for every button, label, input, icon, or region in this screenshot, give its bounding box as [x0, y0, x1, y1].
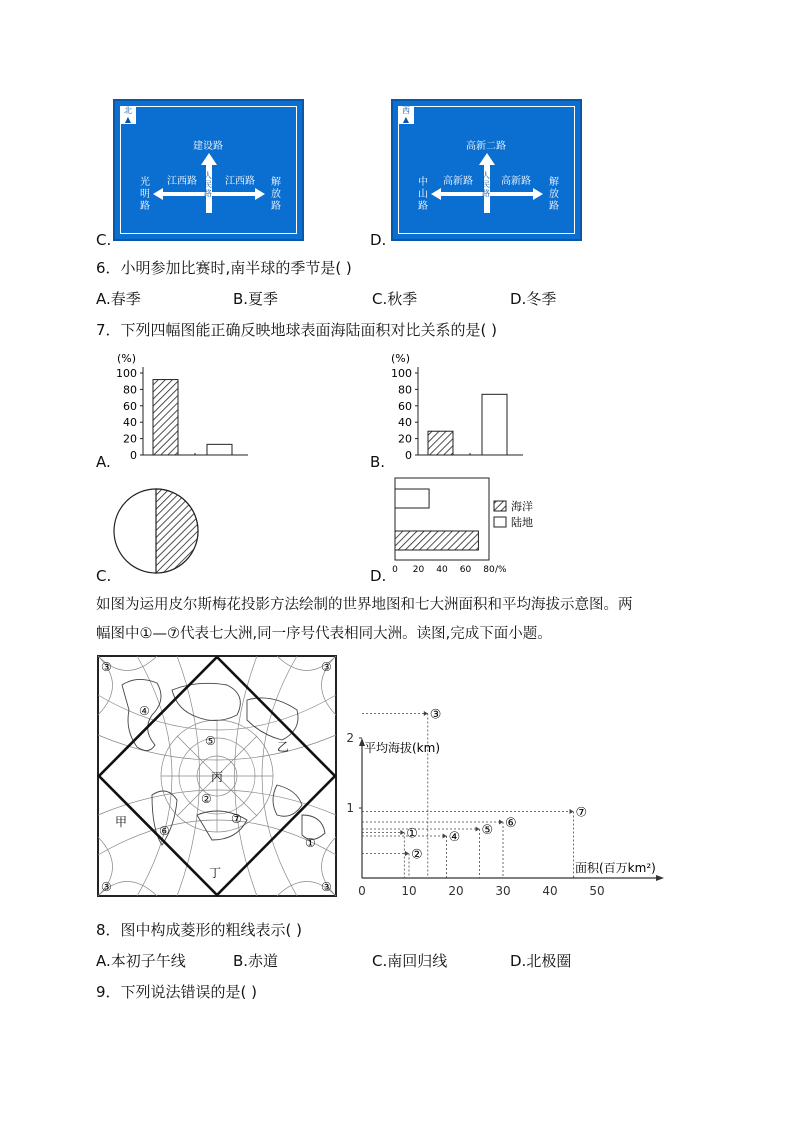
q8-option-d: D.北极圈 — [510, 952, 572, 970]
y-tick-label: 80 — [398, 383, 412, 397]
y-tick-label: 80 — [123, 383, 137, 397]
left-inner-road-label: 江西路 — [167, 176, 197, 187]
map-label-6: ⑥ — [159, 824, 170, 838]
pie-ocean-slice — [156, 489, 198, 573]
chart-b — [391, 367, 523, 462]
y-tick-label: 40 — [398, 416, 412, 430]
point-label: ② — [411, 847, 423, 863]
bar-land — [207, 444, 232, 455]
y-tick-label: 1 — [346, 801, 354, 815]
left-inner-road-label: 高新路 — [443, 176, 473, 187]
y-tick-label: 2 — [346, 731, 354, 745]
option-d-label: D. — [370, 231, 387, 249]
x-axis-label: 面积(百万km²) — [575, 861, 656, 875]
x-tick-label: 60 — [459, 565, 472, 575]
x-tick-label: 20 — [448, 884, 464, 898]
left-vertical-road-label: 光明路 — [140, 177, 150, 212]
point-label: ⑥ — [505, 816, 517, 831]
x-tick-label: 0 — [358, 884, 366, 898]
point-arrow — [476, 827, 480, 832]
q7-option-c: C. — [96, 567, 112, 585]
map-label-7: ⑦ — [231, 812, 242, 826]
q8-option-b: B.赤道 — [233, 952, 279, 970]
center-road-label: 人民路 — [482, 171, 490, 198]
passage-line-2: 幅图中①—⑦代表七大洲,同一序号代表相同大洲。读图,完成下面小题。 — [96, 626, 552, 642]
bar-land — [482, 394, 507, 455]
y-axis-label: 平均海拔(km) — [364, 741, 441, 755]
peirce-quincuncial-map — [97, 655, 337, 897]
map-corner-3-br: ③ — [321, 880, 332, 894]
bar-ocean — [428, 431, 453, 455]
y-tick-label: 100 — [116, 367, 137, 380]
y-tick-label: 0 — [405, 449, 412, 462]
right-inner-road-label: 高新路 — [501, 176, 531, 187]
x-tick-label: 40 — [436, 565, 448, 575]
q7-option-a: A. — [96, 453, 111, 471]
hbar-ocean — [395, 531, 478, 550]
point-label: ① — [406, 826, 418, 842]
point-label: ③ — [429, 707, 442, 723]
y-tick-label: 0 — [130, 449, 137, 462]
x-axis-unit: /% — [495, 565, 507, 575]
x-tick-label: 50 — [589, 884, 605, 898]
y-tick-label: 20 — [123, 432, 137, 446]
legend-land-label: 陆地 — [511, 516, 533, 529]
question-7-stem: 7．下列四幅图能正确反映地球表面海陆面积对比关系的是( ) — [96, 321, 498, 339]
y-tick-label: 20 — [398, 432, 412, 446]
x-axis-arrow — [656, 875, 664, 881]
question-6-stem: 6．小明参加比赛时,南半球的季节是( ) — [96, 259, 352, 277]
map-label-yi: 乙 — [277, 740, 290, 754]
q6-option-c: C.秋季 — [372, 290, 418, 308]
right-vertical-road-label: 解放路 — [271, 177, 281, 212]
point-arrow — [424, 711, 428, 716]
y-tick-label: 60 — [398, 399, 412, 413]
left-vertical-road-label: 中山路 — [418, 177, 428, 212]
q7-option-b: B. — [370, 453, 386, 471]
question-9-stem: 9．下列说法错误的是( ) — [96, 983, 258, 1001]
top-road-label: 高新二路 — [466, 141, 506, 152]
y-tick-label: 60 — [123, 399, 137, 413]
y-tick-label: 40 — [123, 416, 137, 430]
legend-ocean-label: 海洋 — [511, 500, 533, 513]
x-tick-label: 40 — [542, 884, 558, 898]
right-inner-road-label: 江西路 — [225, 176, 255, 187]
x-tick-label: 0 — [392, 565, 398, 575]
map-label-5: ⑤ — [205, 734, 216, 748]
right-vertical-road-label: 解放路 — [549, 177, 559, 212]
x-tick-label: 20 — [412, 565, 425, 575]
q6-option-a: A.春季 — [96, 290, 141, 308]
q8-option-a: A.本初子午线 — [96, 952, 186, 970]
point-label: ④ — [448, 830, 461, 845]
map-corner-3-bl: ③ — [101, 880, 112, 894]
chart-a — [116, 367, 248, 462]
map-label-ding: 丁 — [209, 866, 222, 880]
q6-option-b: B.夏季 — [233, 290, 279, 308]
chart-b-unit: (%) — [391, 352, 411, 365]
x-tick-label: 80 — [483, 565, 495, 575]
map-corner-3-tl: ③ — [101, 660, 112, 674]
map-corner-3-tr: ③ — [321, 660, 332, 674]
center-road-label: 人民路 — [204, 171, 212, 198]
top-road-label: 建设路 — [193, 141, 223, 152]
map-label-2: ② — [201, 792, 212, 806]
y-tick-label: 100 — [391, 367, 412, 380]
compass-icon: 北 ▲ — [120, 106, 136, 124]
point-arrow — [443, 834, 447, 839]
point-label: ⑦ — [575, 805, 588, 821]
option-c-label: C. — [96, 231, 112, 249]
passage-line-1: 如图为运用皮尔斯梅花投影方法绘制的世界地图和七大洲面积和平均海拔示意图。两 — [96, 597, 633, 613]
point-arrow — [570, 809, 574, 814]
map-label-1: ① — [305, 836, 316, 850]
q7-option-d: D. — [370, 567, 387, 585]
point-arrow — [400, 830, 404, 835]
legend-ocean-swatch — [494, 501, 506, 511]
chart-c-pie — [114, 489, 198, 573]
map-label-jia: 甲 — [115, 815, 128, 829]
bar-ocean — [153, 380, 178, 455]
map-label-bing: 丙 — [211, 770, 224, 784]
legend-land-swatch — [494, 517, 506, 527]
point-arrow — [405, 851, 409, 856]
map-label-4: ④ — [139, 704, 150, 718]
hbar-land — [395, 489, 429, 508]
chart-a-unit: (%) — [117, 352, 137, 365]
compass-icon: 西 ▲ — [398, 106, 414, 124]
q8-option-c: C.南回归线 — [372, 952, 448, 970]
continents-chart — [345, 707, 675, 910]
question-8-stem: 8．图中构成菱形的粗线表示( ) — [96, 921, 303, 939]
chart-d — [392, 478, 507, 575]
x-tick-label: 30 — [495, 884, 511, 898]
point-arrow — [499, 820, 503, 825]
q6-option-d: D.冬季 — [510, 290, 557, 308]
x-tick-label: 10 — [401, 884, 417, 898]
point-label: ⑤ — [481, 823, 494, 838]
